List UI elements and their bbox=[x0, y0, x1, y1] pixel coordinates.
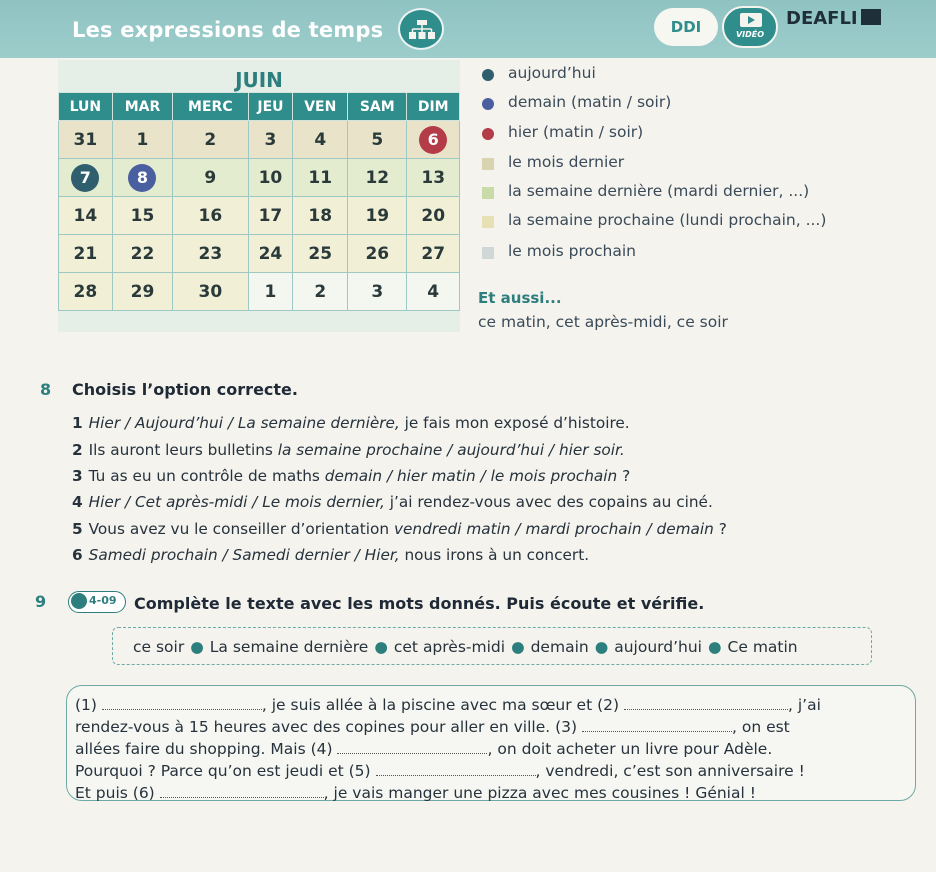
item-number: 5 bbox=[72, 520, 83, 538]
text-line bbox=[75, 740, 772, 758]
calendar-day: 28 bbox=[59, 273, 113, 311]
legend-label: demain (matin / soir) bbox=[508, 93, 672, 111]
blank-field-5[interactable] bbox=[376, 764, 536, 776]
exercise-item bbox=[72, 467, 630, 485]
dot-icon bbox=[482, 69, 494, 81]
text-segment: Pourquoi ? Parce qu’on est jeudi et (5) bbox=[75, 762, 376, 780]
blank-field-1[interactable] bbox=[102, 698, 262, 710]
video-label: VIDÉO bbox=[735, 30, 765, 39]
calendar-day: 12 bbox=[348, 159, 407, 197]
day-header: SAM bbox=[348, 93, 407, 121]
day-header: DIM bbox=[407, 93, 460, 121]
speaker-icon bbox=[71, 593, 87, 609]
square-icon bbox=[482, 187, 494, 199]
calendar-day: 17 bbox=[248, 197, 293, 235]
text-line bbox=[75, 784, 756, 802]
calendar-day: 19 bbox=[348, 197, 407, 235]
legend-label: la semaine prochaine (lundi prochain, ...) bbox=[508, 211, 827, 229]
item-number: 1 bbox=[72, 414, 83, 432]
text-segment: , on est bbox=[731, 718, 790, 736]
calendar-day: 1 bbox=[248, 273, 293, 311]
today-marker: 7 bbox=[71, 164, 99, 192]
exercise-item bbox=[72, 520, 727, 538]
audio-track-label: 4-09 bbox=[89, 594, 117, 607]
legend-label: la semaine dernière (mardi dernier, ...) bbox=[508, 182, 810, 200]
word-chip[interactable]: Ce matin bbox=[727, 638, 798, 656]
word-chip[interactable]: demain bbox=[530, 638, 589, 656]
calendar-day: 3 bbox=[348, 273, 407, 311]
calendar-day: 18 bbox=[293, 197, 348, 235]
calendar-day: 21 bbox=[59, 235, 113, 273]
ddi-badge[interactable]: DDI bbox=[654, 8, 718, 46]
text-segment: , on doit acheter un livre pour Adèle. bbox=[487, 740, 773, 758]
calendar-day: 1 bbox=[112, 121, 172, 159]
calendar-day: 20 bbox=[407, 197, 460, 235]
item-options[interactable]: Samedi prochain / Samedi dernier / Hier, bbox=[88, 546, 400, 564]
item-options[interactable]: Hier / Aujourd’hui / La semaine dernière, bbox=[88, 414, 400, 432]
calendar-table bbox=[58, 92, 460, 311]
calendar-day: 10 bbox=[248, 159, 293, 197]
fill-in-text-box bbox=[66, 685, 916, 801]
text-segment: Et puis (6) bbox=[75, 784, 160, 802]
item-number: 3 bbox=[72, 467, 83, 485]
calendar-day: 13 bbox=[407, 159, 460, 197]
item-number: 6 bbox=[72, 546, 83, 564]
play-icon bbox=[740, 13, 762, 27]
item-text: Vous avez vu le conseiller d’orientation bbox=[88, 520, 394, 538]
item-options[interactable]: vendredi matin / mardi prochain / demain bbox=[393, 520, 714, 538]
blank-field-6[interactable] bbox=[160, 786, 324, 798]
exercise-item bbox=[72, 546, 589, 564]
also-text: ce matin, cet après-midi, ce soir bbox=[478, 313, 728, 331]
also-heading: Et aussi... bbox=[478, 289, 562, 307]
text-segment: , j’ai bbox=[787, 696, 821, 714]
dot-icon bbox=[482, 98, 494, 110]
exercise-item bbox=[72, 441, 625, 459]
dot-icon bbox=[482, 128, 494, 140]
tomorrow-marker: 8 bbox=[128, 164, 156, 192]
item-options[interactable]: Hier / Cet après-midi / Le mois dernier, bbox=[88, 493, 385, 511]
day-header: VEN bbox=[293, 93, 348, 121]
exercise-number: 9 bbox=[35, 592, 47, 611]
day-header: JEU bbox=[248, 93, 293, 121]
text-segment: , je suis allée à la piscine avec ma sœur et (2) bbox=[261, 696, 624, 714]
legend-label: le mois dernier bbox=[508, 153, 625, 171]
calendar-week bbox=[59, 159, 460, 197]
day-header: LUN bbox=[59, 93, 113, 121]
bullet-icon: ● bbox=[511, 638, 525, 656]
calendar-day: 15 bbox=[112, 197, 172, 235]
legend-label: le mois prochain bbox=[508, 242, 636, 260]
calendar-day: 3 bbox=[248, 121, 293, 159]
bullet-icon: ● bbox=[374, 638, 388, 656]
item-text: nous irons à un concert. bbox=[399, 546, 590, 564]
bullet-icon: ● bbox=[708, 638, 722, 656]
text-line bbox=[75, 762, 805, 780]
yesterday-marker: 6 bbox=[419, 126, 447, 154]
calendar-week bbox=[59, 121, 460, 159]
item-number: 4 bbox=[72, 493, 83, 511]
deafli-logo[interactable] bbox=[786, 8, 881, 29]
legend-label: hier (matin / soir) bbox=[508, 123, 644, 141]
calendar-day: 22 bbox=[112, 235, 172, 273]
text-line bbox=[75, 718, 790, 736]
calendar-day: 27 bbox=[407, 235, 460, 273]
calendar-day: 14 bbox=[59, 197, 113, 235]
calendar-day: 2 bbox=[173, 121, 248, 159]
word-chip[interactable]: cet après-midi bbox=[393, 638, 506, 656]
deafli-icon bbox=[861, 9, 881, 25]
exercise-item bbox=[72, 414, 630, 432]
calendar-month: JUIN bbox=[235, 68, 283, 92]
word-chip[interactable]: aujourd’hui bbox=[614, 638, 702, 656]
item-text: j’ai rendez-vous avec des copains au ciné. bbox=[384, 493, 713, 511]
calendar-day: 11 bbox=[293, 159, 348, 197]
calendar-day: 5 bbox=[348, 121, 407, 159]
item-text: je fais mon exposé d’histoire. bbox=[399, 414, 630, 432]
calendar-day: 24 bbox=[248, 235, 293, 273]
page-title: Les expressions de temps bbox=[72, 18, 384, 42]
blank-field-2[interactable] bbox=[624, 698, 788, 710]
calendar-day: 2 bbox=[293, 273, 348, 311]
word-chip[interactable]: La semaine dernière bbox=[209, 638, 369, 656]
word-bank-list bbox=[133, 638, 798, 656]
blank-field-3[interactable] bbox=[582, 720, 732, 732]
item-text: Ils auront leurs bulletins bbox=[88, 441, 278, 459]
calendar-day: 25 bbox=[293, 235, 348, 273]
calendar-day-today bbox=[59, 159, 113, 197]
calendar-day-yesterday bbox=[407, 121, 460, 159]
calendar-week bbox=[59, 273, 460, 311]
calendar-day: 23 bbox=[173, 235, 248, 273]
blank-field-4[interactable] bbox=[337, 742, 487, 754]
bullet-icon: ● bbox=[594, 638, 609, 656]
header-band bbox=[0, 0, 936, 58]
legend-label: aujourd’hui bbox=[508, 64, 596, 82]
calendar-week bbox=[59, 235, 460, 273]
word-bank bbox=[112, 627, 872, 665]
audio-track-button[interactable] bbox=[68, 591, 126, 613]
square-icon bbox=[482, 216, 494, 228]
calendar-day: 4 bbox=[407, 273, 460, 311]
grammar-icon[interactable] bbox=[398, 8, 444, 50]
day-header: MERC bbox=[173, 93, 248, 121]
video-badge[interactable] bbox=[722, 6, 778, 48]
exercise-item bbox=[72, 493, 713, 511]
calendar-week bbox=[59, 197, 460, 235]
text-segment: rendez-vous à 15 heures avec des copines pour aller en ville. (3) bbox=[75, 718, 582, 736]
calendar-day: 4 bbox=[293, 121, 348, 159]
calendar-day: 26 bbox=[348, 235, 407, 273]
text-segment: , je vais manger une pizza avec mes cousines ! Génial ! bbox=[323, 784, 756, 802]
item-text: ? bbox=[617, 467, 631, 485]
square-icon bbox=[482, 247, 494, 259]
text-line bbox=[75, 696, 821, 714]
calendar-day-tomorrow bbox=[112, 159, 172, 197]
square-icon bbox=[482, 158, 494, 170]
text-segment: (1) bbox=[75, 696, 102, 714]
item-text: ? bbox=[713, 520, 727, 538]
item-number: 2 bbox=[72, 441, 83, 459]
text-segment: , vendredi, c’est son anniversaire ! bbox=[535, 762, 805, 780]
bullet-icon: ● bbox=[190, 638, 204, 656]
item-options[interactable]: demain / hier matin / le mois prochain bbox=[324, 467, 618, 485]
calendar-day: 9 bbox=[173, 159, 248, 197]
text-segment: allées faire du shopping. Mais (4) bbox=[75, 740, 338, 758]
exercise-number: 8 bbox=[40, 380, 52, 399]
deafli-label: DEAFLI bbox=[786, 8, 858, 29]
item-text: Tu as eu un contrôle de maths bbox=[88, 467, 325, 485]
calendar-day: 30 bbox=[173, 273, 248, 311]
item-options[interactable]: la semaine prochaine / aujourd’hui / hier soir. bbox=[277, 441, 625, 459]
exercise-title: Complète le texte avec les mots donnés. Puis écoute et vérifie. bbox=[134, 594, 705, 613]
calendar-day: 31 bbox=[59, 121, 113, 159]
word-chip[interactable]: ce soir bbox=[133, 638, 185, 656]
day-header: MAR bbox=[112, 93, 172, 121]
calendar-day: 16 bbox=[173, 197, 248, 235]
exercise-title: Choisis l’option correcte. bbox=[72, 380, 298, 399]
calendar-day: 29 bbox=[112, 273, 172, 311]
